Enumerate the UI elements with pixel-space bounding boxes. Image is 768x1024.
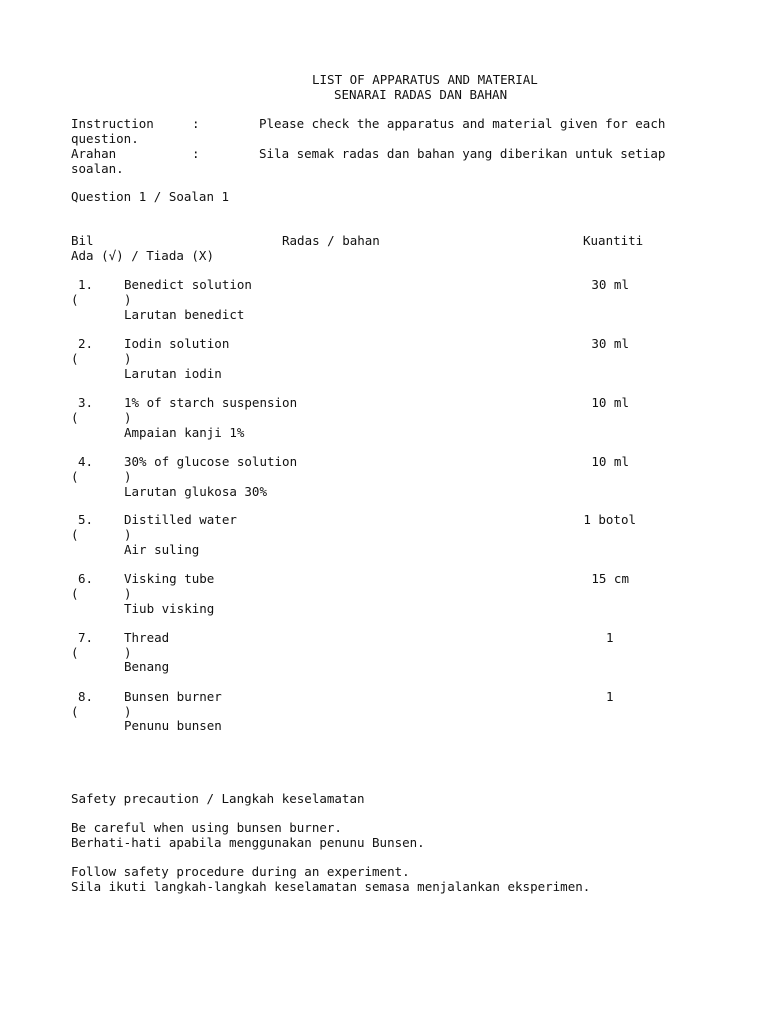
item-name-en: 30% of glucose solution bbox=[124, 454, 298, 469]
arahan-text-line2: soalan. bbox=[71, 161, 124, 176]
check-close[interactable]: ) bbox=[124, 410, 132, 425]
item-number: 7. bbox=[78, 630, 94, 645]
instruction-text-line2: question. bbox=[71, 131, 139, 146]
page-subtitle: SENARAI RADAS DAN BAHAN bbox=[334, 87, 508, 102]
item-name-en: Distilled water bbox=[124, 512, 237, 527]
item-number: 6. bbox=[78, 571, 94, 586]
check-open[interactable]: ( bbox=[71, 527, 79, 542]
item-name-my: Larutan iodin bbox=[124, 366, 222, 381]
check-close[interactable]: ) bbox=[124, 292, 132, 307]
header-radas: Radas / bahan bbox=[282, 233, 380, 248]
check-close[interactable]: ) bbox=[124, 704, 132, 719]
safety-note-en: Be careful when using bunsen burner. bbox=[71, 820, 342, 835]
check-open[interactable]: ( bbox=[71, 645, 79, 660]
item-name-en: Visking tube bbox=[124, 571, 215, 586]
item-number: 4. bbox=[78, 454, 94, 469]
arahan-colon: : bbox=[192, 146, 200, 161]
check-close[interactable]: ) bbox=[124, 645, 132, 660]
instruction-colon: : bbox=[192, 116, 200, 131]
item-name-my: Larutan benedict bbox=[124, 307, 245, 322]
check-open[interactable]: ( bbox=[71, 351, 79, 366]
check-close[interactable]: ) bbox=[124, 469, 132, 484]
header-ada-tiada: Ada (√) / Tiada (X) bbox=[71, 248, 214, 263]
check-open[interactable]: ( bbox=[71, 704, 79, 719]
safety-note-my: Sila ikuti langkah-langkah keselamatan semasa menjalankan eksperimen. bbox=[71, 879, 591, 894]
item-name-my: Ampaian kanji 1% bbox=[124, 425, 245, 440]
arahan-text-line1: Sila semak radas dan bahan yang diberikan untuk setiap bbox=[259, 146, 666, 161]
item-name-my: Benang bbox=[124, 659, 170, 674]
arahan-label: Arahan bbox=[71, 146, 117, 161]
instruction-label: Instruction bbox=[71, 116, 154, 131]
check-open[interactable]: ( bbox=[71, 292, 79, 307]
instruction-text-line1: Please check the apparatus and material given for each bbox=[259, 116, 666, 131]
check-open[interactable]: ( bbox=[71, 586, 79, 601]
item-number: 1. bbox=[78, 277, 94, 292]
safety-heading: Safety precaution / Langkah keselamatan bbox=[71, 791, 365, 806]
item-quantity: 1 bbox=[606, 689, 614, 704]
item-name-en: Bunsen burner bbox=[124, 689, 222, 704]
item-name-my: Tiub visking bbox=[124, 601, 215, 616]
check-close[interactable]: ) bbox=[124, 527, 132, 542]
item-quantity: 10 ml bbox=[591, 395, 629, 410]
item-number: 3. bbox=[78, 395, 94, 410]
item-name-en: 1% of starch suspension bbox=[124, 395, 298, 410]
check-open[interactable]: ( bbox=[71, 469, 79, 484]
item-number: 8. bbox=[78, 689, 94, 704]
check-close[interactable]: ) bbox=[124, 351, 132, 366]
item-number: 2. bbox=[78, 336, 94, 351]
item-name-en: Thread bbox=[124, 630, 170, 645]
item-name-my: Air suling bbox=[124, 542, 200, 557]
safety-note-en: Follow safety procedure during an experiment. bbox=[71, 864, 410, 879]
item-quantity: 1 botol bbox=[583, 512, 636, 527]
item-number: 5. bbox=[78, 512, 94, 527]
safety-note-my: Berhati-hati apabila menggunakan penunu Bunsen. bbox=[71, 835, 425, 850]
header-bil: Bil bbox=[71, 233, 94, 248]
item-quantity: 1 bbox=[606, 630, 614, 645]
item-name-my: Larutan glukosa 30% bbox=[124, 484, 267, 499]
item-quantity: 30 ml bbox=[591, 277, 629, 292]
item-quantity: 10 ml bbox=[591, 454, 629, 469]
item-quantity: 30 ml bbox=[591, 336, 629, 351]
item-quantity: 15 cm bbox=[591, 571, 629, 586]
question-heading: Question 1 / Soalan 1 bbox=[71, 189, 230, 204]
item-name-my: Penunu bunsen bbox=[124, 718, 222, 733]
check-close[interactable]: ) bbox=[124, 586, 132, 601]
header-kuantiti: Kuantiti bbox=[583, 233, 644, 248]
item-name-en: Iodin solution bbox=[124, 336, 230, 351]
item-name-en: Benedict solution bbox=[124, 277, 252, 292]
page-title: LIST OF APPARATUS AND MATERIAL bbox=[312, 72, 538, 87]
check-open[interactable]: ( bbox=[71, 410, 79, 425]
